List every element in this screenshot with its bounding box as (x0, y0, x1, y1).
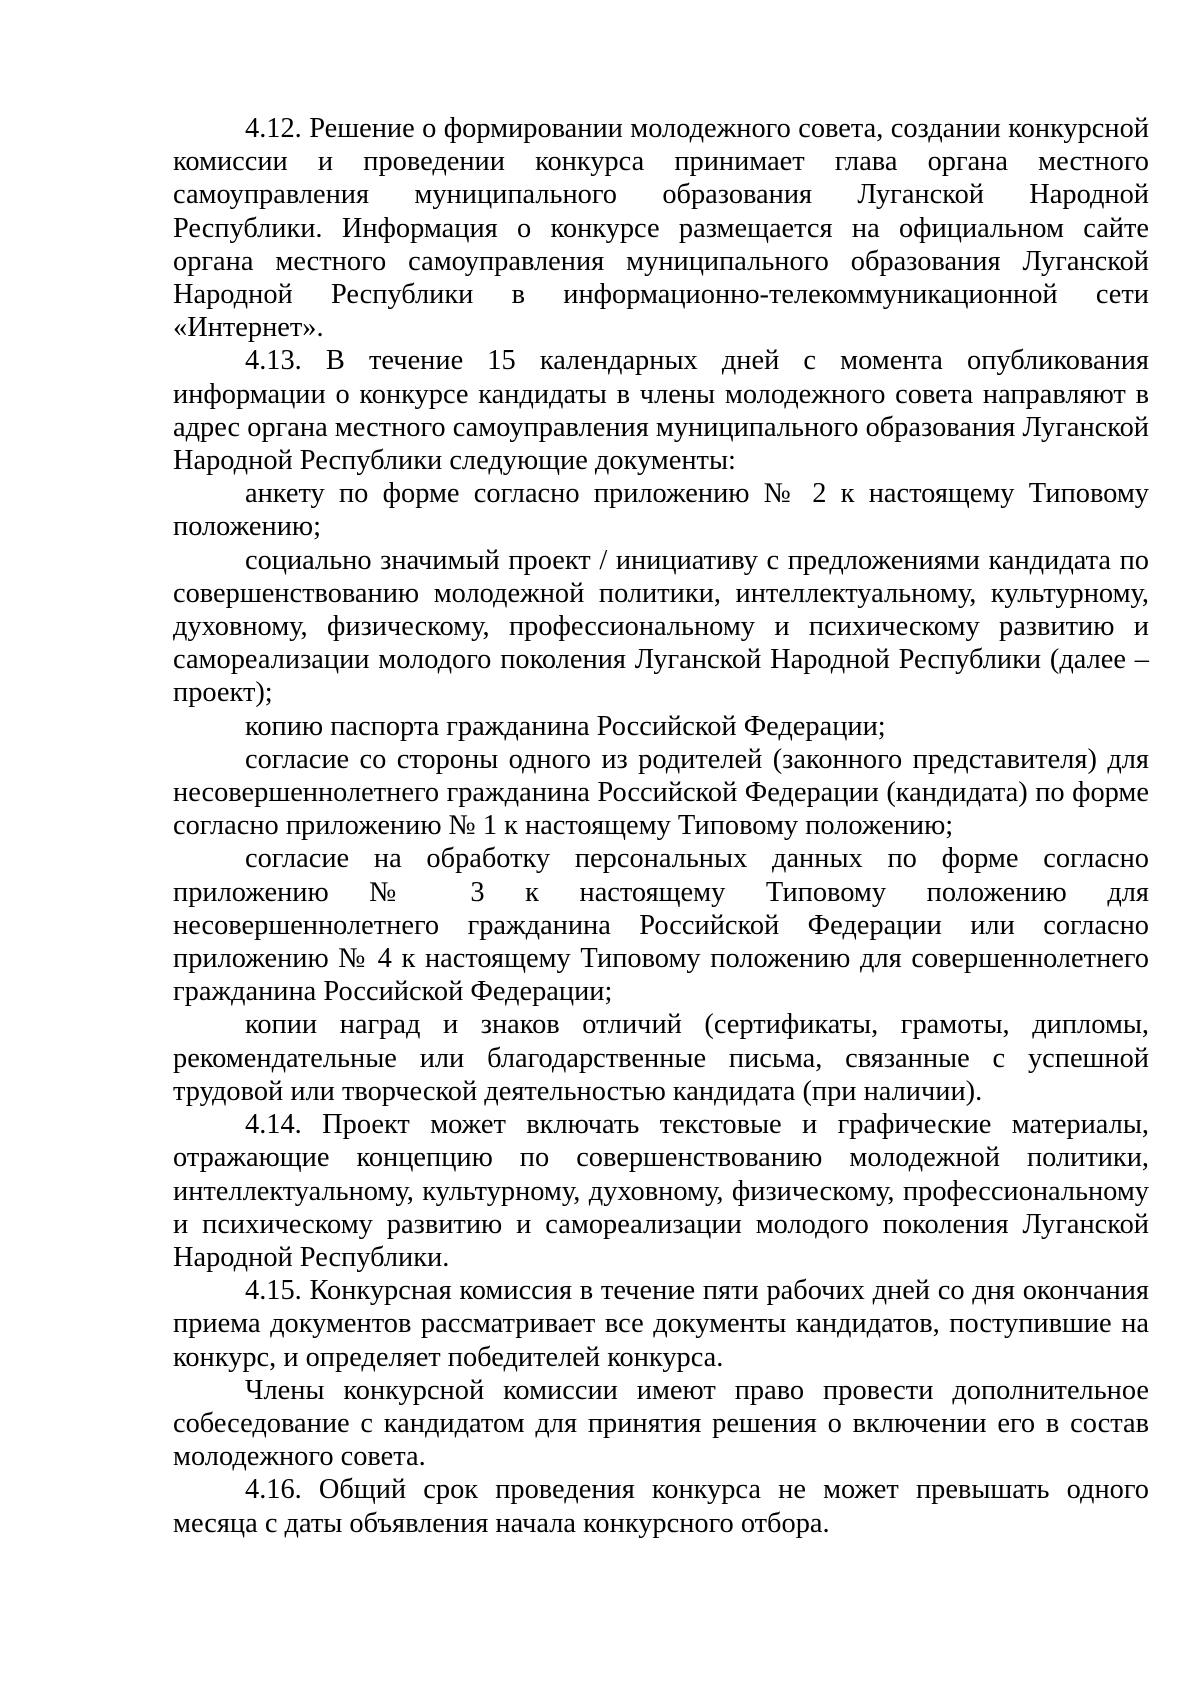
paragraph-commission-interview: Члены конкурсной комиссии имеют право провести дополнительное собеседование с кандидатом для принятия решения о включении его в состав молодежного совета. (173, 1374, 1149, 1473)
paragraph-4-14: 4.14. Проект может включать текстовые и графические материалы, отражающие концепцию по совершенствованию молодежной политики, интеллектуальному, культурному, духовному, физическому, профессиональному и психическому развитию и самореализации молодого поколения Луганской Народной Республики. (173, 1109, 1149, 1273)
list-item-questionnaire: анкету по форме согласно приложению № 2 к настоящему Типовому положению; (173, 478, 1149, 543)
list-item-personal-data-consent: согласие на обработку персональных данных по форме согласно приложению № 3 к настоящему Типовому положению для несовершеннолетнего гражданина Российской Федерации или согласно приложению № 4 к настоящему Типовому положению для совершеннолетнего гражданина Российской Федерации; (173, 843, 1149, 1008)
list-item-passport-copy: копию паспорта гражданина Российской Федерации; (245, 710, 886, 742)
list-item-project: социально значимый проект / инициативу с предложениями кандидата по совершенствованию молодежной политики, интеллектуальному, культурному, духовному, физическому, профессиональному и психическому развитию и самореализации молодого поколения Луганской Народной Республики (далее – проект); (173, 544, 1149, 709)
paragraph-4-13: 4.13. В течение 15 календарных дней с момента опубликования информации о конкурсе кандидаты в члены молодежного совета направляют в адрес органа местного самоуправления муниципального образования Луганской Народной Республики следующие документы: (173, 345, 1149, 477)
paragraph-4-15: 4.15. Конкурсная комиссия в течение пяти рабочих дней со дня окончания приема документов рассматривает все документы кандидатов, поступившие на конкурс, и определяет победителей конкурса. (173, 1275, 1149, 1373)
list-item-awards-copies: копии наград и знаков отличий (сертификаты, грамоты, дипломы, рекомендательные или благодарственные письма, связанные с успешной трудовой или творческой деятельностью кандидата (при наличии). (173, 1009, 1149, 1107)
document-page (173, 112, 1149, 1540)
list-item-parental-consent: согласие со стороны одного из родителей (законного представителя) для несовершеннолетнего гражданина Российской Федерации (кандидата) по форме согласно приложению № 1 к настоящему Типовому положению; (173, 743, 1149, 842)
paragraph-4-16: 4.16. Общий срок проведения конкурса не может превышать одного месяца с даты объявления начала конкурсного отбора. (173, 1474, 1149, 1539)
paragraph-4-12: 4.12. Решение о формировании молодежного совета, создании конкурсной комиссии и проведении конкурса принимает глава органа местного самоуправления муниципального образования Луганской Народной Республики. Информация о конкурсе размещается на официальном сайте органа местного самоуправления муниципального образования Луганской Народной Республики в информационно-телекоммуникационной сети «Интернет». (173, 113, 1149, 344)
